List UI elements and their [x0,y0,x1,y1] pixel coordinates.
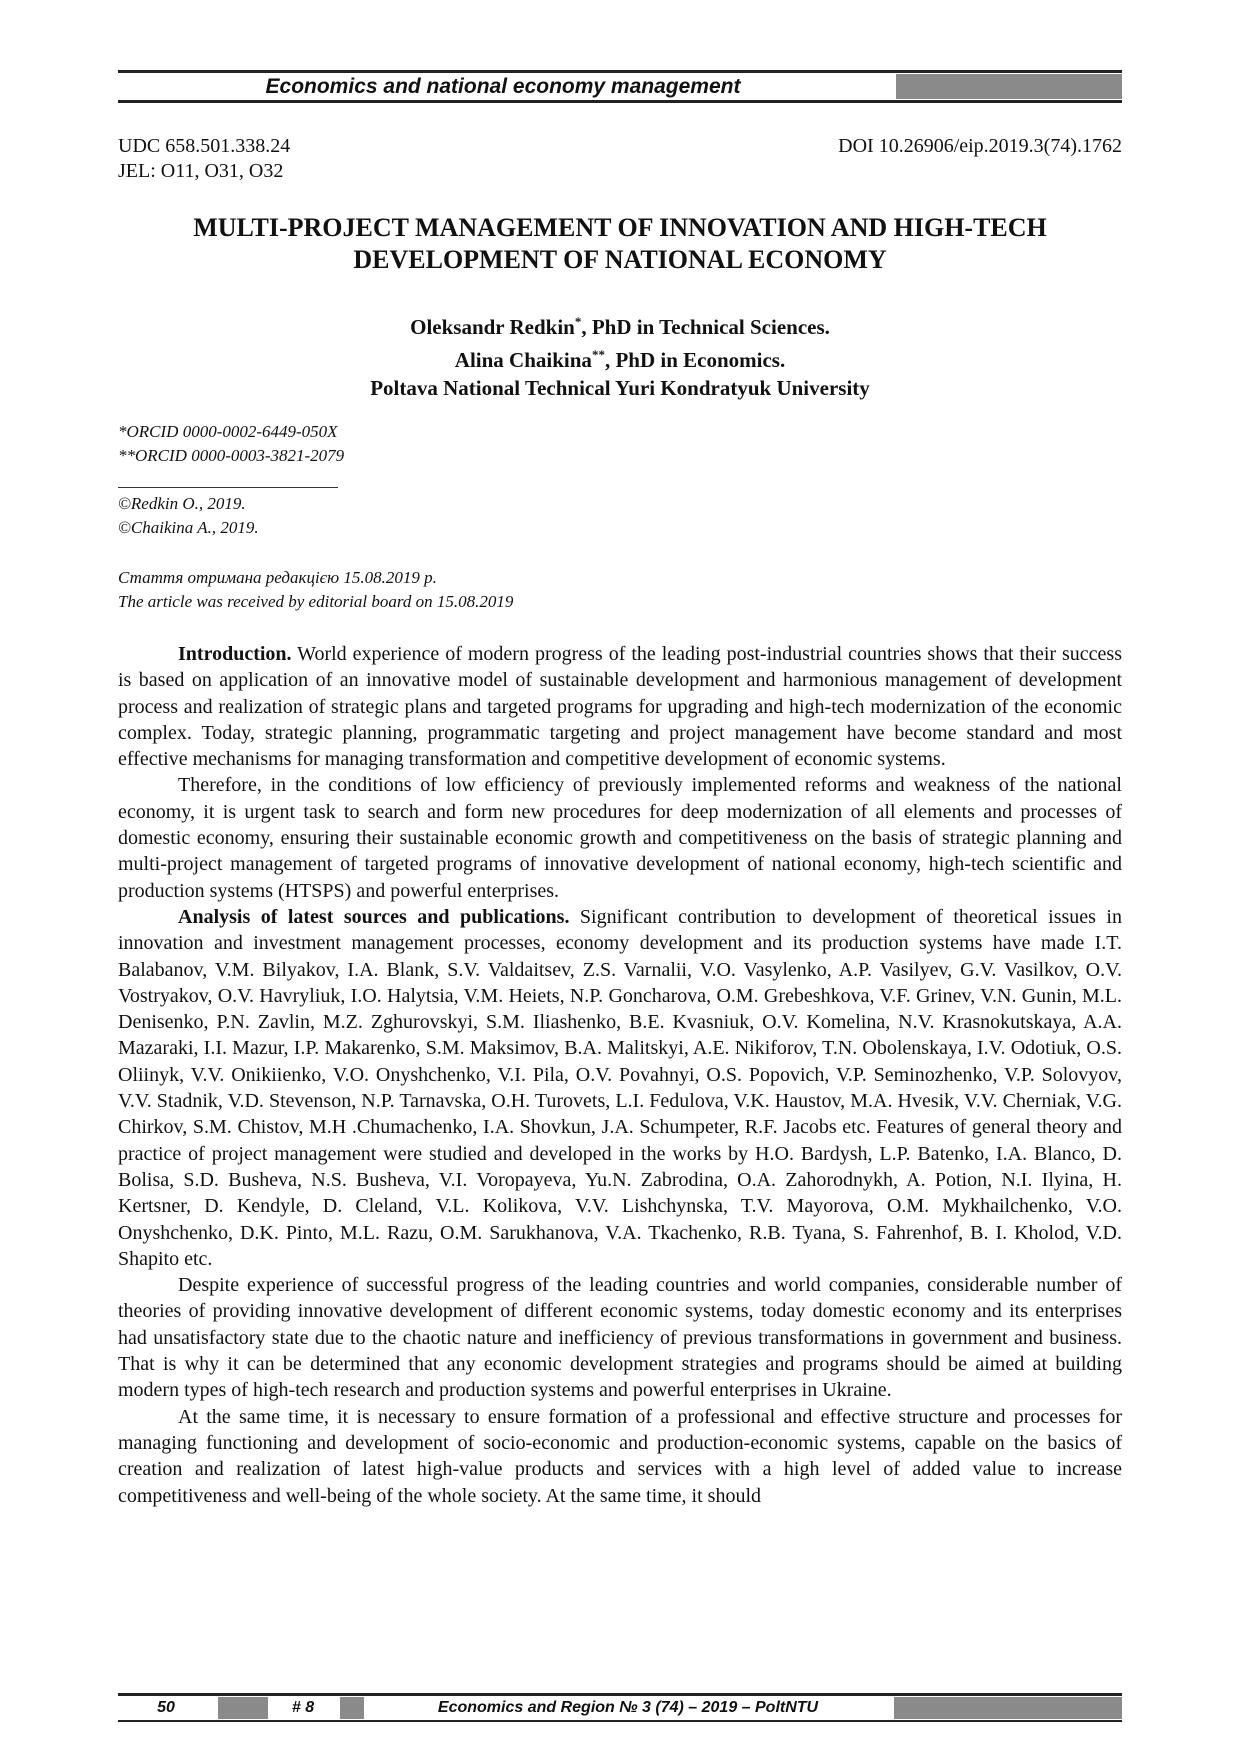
page-number: 50 [157,1699,175,1716]
text-analysis: Significant contribution to development of theoretical issues in innovation and investment management processes, economy development and its production systems have made I.T. Balabanov, V.M. Bilyakov, I.A. Blank, S.V. Valdaitsev, Z.S. Varnalii, V.O. Vasylenko, A.P. Vasilyev, G.V. Vasilkov, O.V. Vostryakov, O.V. Havryliuk, I.O. Halytsia, V.M. Heiets, N.P. Goncharova, O.M. Grebeshkova, V.F. Grinev, V.N. Gunin, M.L. Denisenko, P.N. Zavlin, M.Z. Zghurovskyi, S.M. Iliashenko, B.E. Kvasniuk, O.V. Komelina, N.V. Krasnokutskaya, A.A. Mazaraki, I.I. Mazur, I.P. Makarenko, S.M. Maksimov, B.A. Malitskyi, A.E. Nikiforov, T.N. Obolenskaya, I.V. Odotiuk, O.S. Oliinyk, V.V. Onikiienko, V.O. Onyshchenko, V.I. Pila, O.V. Povahnyi, O.S. Popovich, V.P. Seminozhenko, V.P. Solovyov, V.V. Stadnik, V.D. Stevenson, N.P. Tarnavska, O.H. Turovets, L.I. Fedulova, V.K. Haustov, M.A. Hvesik, V.V. Cherniak, V.G. Chirkov, S.M. Chistov, M.H .Chumachenko, I.A. Shovkun, J.A. Schumpeter, R.F. Jacobs etc. Features of general theory and practice of project management were studied and developed in the works by H.O. Bardysh, L.P. Batenko, I.A. Blanco, D. Bolisa, S.D. Busheva, N.S. Busheva, V.I. Voropayeva, Yu.N. Zabrodina, O.A. Zahorodnykh, A. Potion, N.I. Ilyina, H. Kertsner, D. Kendyle, D. Cleland, V.L. Kolikova, V.V. Lishchynska, T.V. Mayorova, O.M. Mykhailchenko, V.O. Onyshchenko, D.K. Pinto, M.L. Razu, O.M. Sarukhanova, V.A. Tkachenko, R.B. Tyana, S. Fahrenhof, B. I. Kholod, V.D. Shapito etc. [118,905,1122,1270]
text-introduction: World experience of modern progress of the leading post-industrial countries shows that their success is based on application of an innovative model of sustainable development and harmonious management of development process and realization of strategic plans and targeted programs for upgrading and high-tech modernization of the economic complex. Today, strategic planning, programmatic targeting and project management have become standard and most effective mechanisms for managing transformation and competitive development of economic systems. [118,643,1122,771]
received-ukrainian: Стаття отримана редакцією 15.08.2019 р. [118,568,437,587]
heading-analysis: Analysis of latest sources and publications. [178,905,570,928]
footer-gray-block-3 [894,1697,1122,1719]
author-2-mark: ** [591,347,605,362]
orcid-2: **ORCID 0000-0003-3821-2079 [118,446,345,465]
footnote-rule [118,487,338,488]
author-1-name: Oleksandr Redkin [410,315,575,339]
article-body [118,641,1122,1509]
title-line-1: MULTI-PROJECT MANAGEMENT OF INNOVATION AND HIGH-TECH [193,213,1047,242]
author-2-degree: , PhD in Economics. [604,348,786,372]
footer-gray-block-2 [340,1697,364,1719]
author-2 [118,341,1122,374]
received-block [118,566,918,614]
affiliation: Poltava National Technical Yuri Kondratyuk University [370,376,870,400]
author-1 [118,308,1122,341]
copyright-block [118,492,718,540]
paragraph-analysis [118,904,1122,1272]
udc-code: UDC 658.501.338.24 [118,135,291,157]
author-1-mark: * [574,314,582,329]
running-title: Economics and national economy management [265,75,741,98]
title-line-2: DEVELOPMENT OF NATIONAL ECONOMY [353,245,887,274]
header-rule-top [118,70,1122,73]
orcid-1: *ORCID 0000-0002-6449-050X [118,422,338,441]
article-title [118,212,1122,276]
authors-block [118,308,1122,402]
copyright-1: ©Redkin O., 2019. [118,494,246,513]
author-2-name: Alina Chaikina [454,348,592,372]
jel-codes: JEL: O11, O31, O32 [118,160,284,182]
header-gray-block [896,74,1122,99]
orcid-block [118,420,718,468]
running-footer [118,1693,1122,1723]
header-rule-bottom [118,100,1122,103]
footer-rule-bottom [118,1720,1122,1722]
paragraph-4: Despite experience of successful progress of the leading countries and world companies, considerable number of theories of providing innovative development of different economic systems, today domestic economy and its enterprises had unsatisfactory state due to the chaotic nature and inefficiency of previous transformations in government and business. That is why it can be determined that any economic development strategies and programs should be aimed at building modern types of high-tech research and production systems and powerful enterprises in Ukraine. [118,1274,1122,1402]
journal-citation: Economics and Region № 3 (74) – 2019 – PoltNTU [437,1699,819,1716]
author-1-degree: , PhD in Technical Sciences. [581,315,830,339]
doi: DOI 10.26906/eip.2019.3(74).1762 [838,135,1122,157]
footer-rule-top [118,1693,1122,1696]
running-header [118,70,1122,104]
copyright-2: ©Chaikina A., 2019. [118,518,259,537]
paragraph-2: Therefore, in the conditions of low efficiency of previously implemented reforms and weakness of the national economy, it is urgent task to search and form new procedures for deep modernization of all elements and processes of domestic economy, ensuring their sustainable economic growth and competitiveness on the basis of strategic planning and multi-project management of targeted programs of innovative development of national economy, high-tech scientific and production systems (HTSPS) and powerful enterprises. [118,774,1122,902]
received-english: The article was received by editorial board on 15.08.2019 [118,592,514,611]
paragraph-introduction [118,641,1122,772]
issue-marker: # 8 [291,1699,315,1716]
paragraph-5: At the same time, it is necessary to ensure formation of a professional and effective structure and processes for managing functioning and development of socio-economic and production-economic systems, capable on the basics of creation and realization of latest high-value products and services with a high level of added value to increase competitiveness and well-being of the whole society. At the same time, it should [118,1405,1122,1507]
footer-gray-block-1 [218,1697,268,1719]
heading-introduction: Introduction. [178,643,292,665]
